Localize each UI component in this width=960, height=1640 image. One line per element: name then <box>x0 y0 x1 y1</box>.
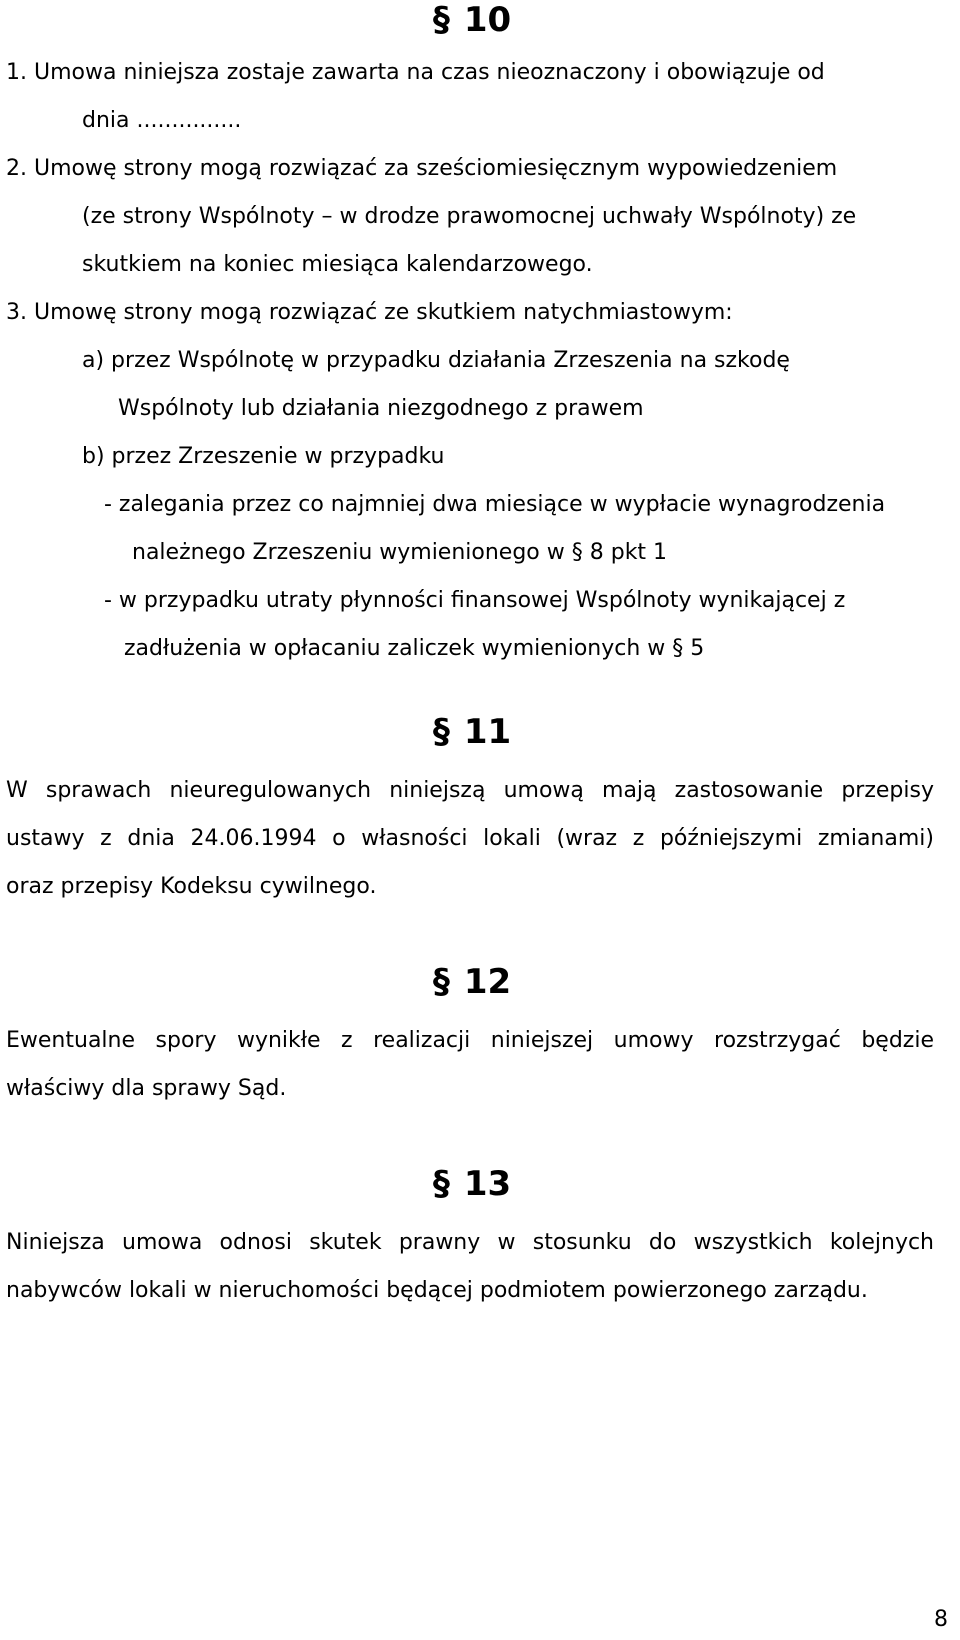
item-3b-line-1: b) przez Zrzeszenie w przypadku <box>82 444 445 469</box>
section-13-line-1: Niniejsza umowa odnosi skutek prawny w stosunku do wszystkich kolejnych <box>6 1230 934 1255</box>
section-11-line-2: ustawy z dnia 24.06.1994 o własności lokali (wraz z późniejszymi zmianami) <box>6 826 934 851</box>
section-12-heading <box>0 962 944 1002</box>
section-symbol: § <box>432 1164 450 1204</box>
item-3b-dash-2-line-2: zadłużenia w opłacaniu zaliczek wymienionych w § 5 <box>124 636 705 661</box>
section-13-line-2: nabywców lokali w nieruchomości będącej podmiotem powierzonego zarządu. <box>6 1278 868 1303</box>
item-2-line-2: (ze strony Wspólnoty – w drodze prawomocnej uchwały Wspólnoty) ze <box>82 204 857 229</box>
section-12-line-2: właściwy dla sprawy Sąd. <box>6 1076 287 1101</box>
section-symbol: § <box>432 712 450 752</box>
section-symbol: § <box>432 962 450 1002</box>
section-11-line-3: oraz przepisy Kodeksu cywilnego. <box>6 874 377 899</box>
section-13-heading <box>0 1164 944 1204</box>
section-11-line-1: W sprawach nieuregulowanych niniejszą umową mają zastosowanie przepisy <box>6 778 934 803</box>
section-number: 11 <box>463 712 512 752</box>
item-1-line-1: 1. Umowa niniejsza zostaje zawarta na czas nieoznaczony i obowiązuje od <box>6 60 825 85</box>
section-12-line-1: Ewentualne spory wynikłe z realizacji niniejszej umowy rozstrzygać będzie <box>6 1028 934 1053</box>
section-number: 12 <box>463 962 512 1002</box>
item-2-line-3: skutkiem na koniec miesiąca kalendarzowego. <box>82 252 593 277</box>
item-3-line-1: 3. Umowę strony mogą rozwiązać ze skutkiem natychmiastowym: <box>6 300 733 325</box>
item-3b-dash-1-line-1: - zalegania przez co najmniej dwa miesiące w wypłacie wynagrodzenia <box>104 492 886 517</box>
item-3a-line-2: Wspólnoty lub działania niezgodnego z prawem <box>118 396 644 421</box>
item-3a-line-1: a) przez Wspólnotę w przypadku działania Zrzeszenia na szkodę <box>82 348 790 373</box>
section-symbol: § <box>432 0 450 40</box>
item-1-line-2: dnia ............... <box>82 108 242 133</box>
page-number: 8 <box>934 1607 948 1632</box>
item-3b-dash-2-line-1: - w przypadku utraty płynności finansowej Wspólnoty wynikającej z <box>104 588 846 613</box>
section-number: 13 <box>463 1164 512 1204</box>
section-number: 10 <box>463 0 512 40</box>
section-11-heading <box>0 712 944 752</box>
item-3b-dash-1-line-2: należnego Zrzeszeniu wymienionego w § 8 pkt 1 <box>132 540 668 565</box>
item-2-line-1: 2. Umowę strony mogą rozwiązać za sześciomiesięcznym wypowiedzeniem <box>6 156 838 181</box>
section-10-heading <box>0 0 944 40</box>
